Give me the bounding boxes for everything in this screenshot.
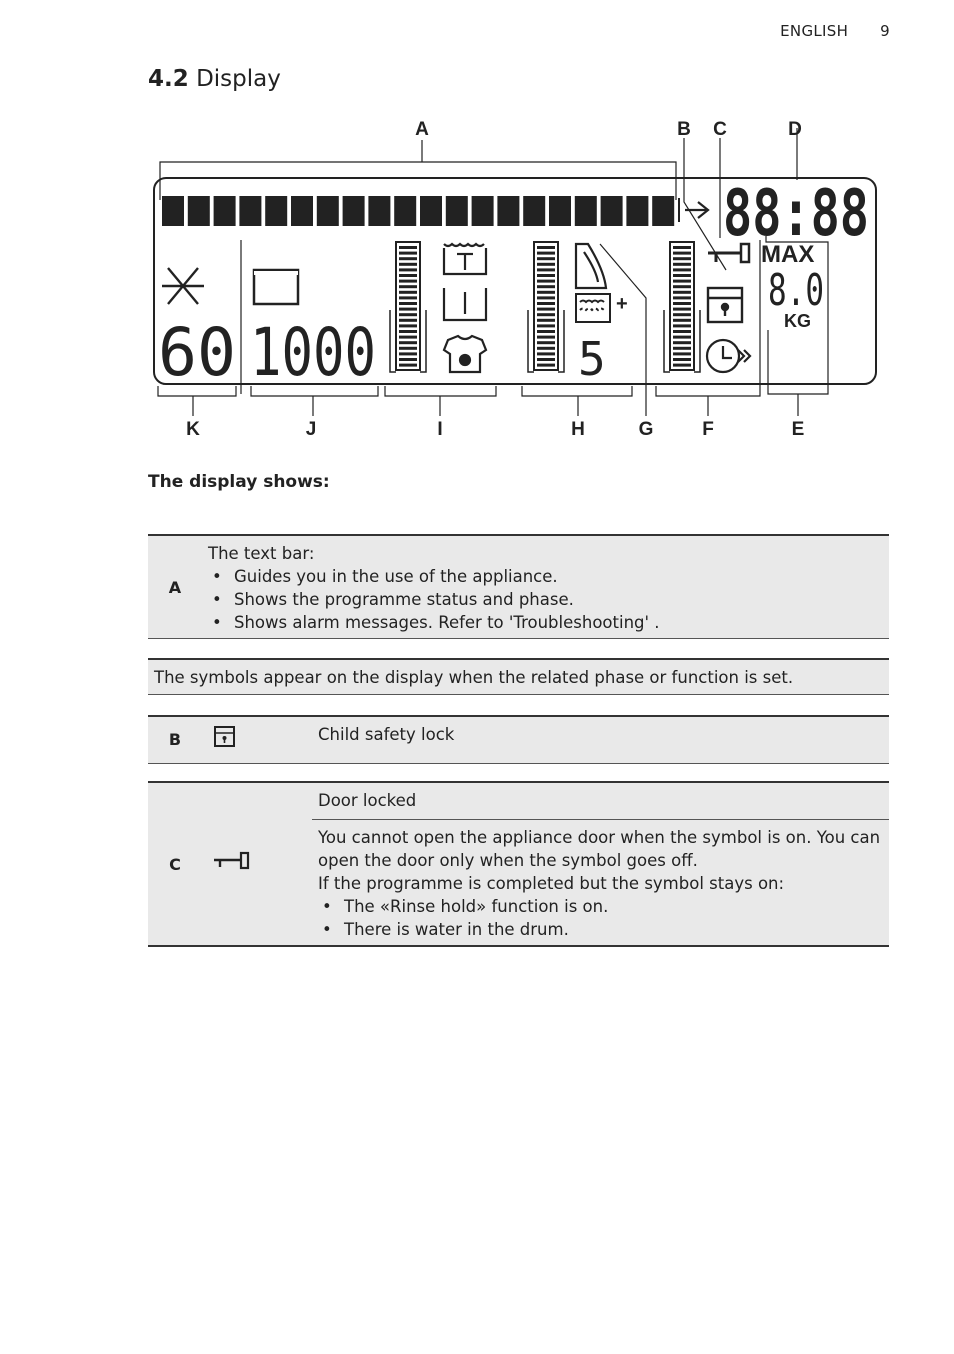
level-segment: [673, 263, 691, 266]
drum-symbol: [254, 270, 298, 304]
delay-start-icon: [707, 340, 750, 372]
prewash-icon: [444, 244, 486, 274]
level-segment: [537, 274, 555, 277]
label-c: C: [713, 119, 727, 140]
child-lock-icon: [708, 288, 742, 322]
label-e: E: [791, 419, 805, 440]
child-lock-text: Child safety lock: [318, 725, 455, 744]
level-segment: [673, 330, 691, 333]
level-segment: [673, 280, 691, 283]
text-bar-segment: [652, 196, 674, 226]
level-segment: [399, 302, 417, 305]
text-bar-segment: [523, 196, 545, 226]
table-b: [148, 715, 889, 764]
level-segment: [399, 285, 417, 288]
child-lock-cell: [202, 716, 312, 763]
level-segment: [673, 313, 691, 316]
label-j: J: [305, 419, 317, 440]
level-segment: [399, 319, 417, 322]
level-segment: [399, 341, 417, 344]
language-label: ENGLISH: [780, 22, 849, 40]
weight-readout: 8.0: [768, 265, 824, 316]
level-segment: [537, 268, 555, 271]
key-cell: [202, 782, 312, 946]
level-segment: [537, 313, 555, 316]
text-bar-segment: [497, 196, 519, 226]
max-label: MAX: [761, 241, 815, 268]
rinse-count-readout: 5: [578, 332, 606, 386]
level-segment: [537, 280, 555, 283]
level-segment: [399, 308, 417, 311]
temperature-readout: 60: [158, 314, 236, 391]
text-bar-segment: [549, 196, 571, 226]
level-segment: [673, 341, 691, 344]
level-segment: [673, 252, 691, 255]
door-locked-para2: If the programme is completed but the symbol stays on:: [318, 874, 785, 893]
text-bar-segment: [394, 196, 416, 226]
level-segment: [673, 246, 691, 249]
level-frame: [534, 242, 558, 370]
level-segment: [673, 291, 691, 294]
text-bar-intro: The text bar:: [208, 544, 315, 563]
level-segment: [399, 358, 417, 361]
key-a: A: [168, 577, 182, 597]
section-title: [148, 66, 281, 92]
text-bar-segment: [162, 196, 184, 226]
page-header: [780, 22, 890, 40]
level-segment: [537, 324, 555, 327]
level-segment: [399, 268, 417, 271]
text-bar-segment: [472, 196, 494, 226]
level-segment: [673, 296, 691, 299]
level-frame: [396, 242, 420, 370]
text-bar-segment: [343, 196, 365, 226]
text-bar-segment: [601, 196, 623, 226]
label-h: H: [571, 419, 585, 440]
level-segment: [399, 274, 417, 277]
level-segment: [537, 285, 555, 288]
page-number: 9: [880, 22, 890, 40]
table-c: [148, 781, 889, 947]
level-segment: [399, 280, 417, 283]
level-segment: [399, 252, 417, 255]
table-a: [148, 534, 889, 639]
level-segment: [399, 313, 417, 316]
level-segment: [537, 319, 555, 322]
stain-shirt-icon: [444, 336, 486, 372]
level-segment: [537, 302, 555, 305]
level-segment: [673, 274, 691, 277]
door-locked-title: Door locked: [318, 791, 417, 810]
label-a: A: [415, 119, 429, 140]
bottom-labels: [186, 419, 804, 440]
level-segment: [537, 291, 555, 294]
level-segment: [537, 252, 555, 255]
level-segment: [673, 364, 691, 367]
label-k: K: [186, 419, 200, 440]
label-d: D: [788, 119, 802, 140]
level-segment: [673, 302, 691, 305]
door-locked-description: [312, 820, 889, 947]
level-segment: [399, 263, 417, 266]
level-segment: [537, 296, 555, 299]
list-item: • Shows the programme status and phase.: [208, 588, 881, 611]
display-shows-heading: The display shows:: [148, 472, 330, 492]
rinse-plus-label: +: [616, 293, 628, 315]
child-lock-icon: [212, 724, 238, 750]
section-title-text: Display: [196, 66, 281, 92]
level-segment: [673, 336, 691, 339]
level-segment: [537, 330, 555, 333]
key-c: C: [148, 782, 202, 946]
text-bar-segment: [446, 196, 468, 226]
level-segment: [537, 336, 555, 339]
list-item: • The «Rinse hold» function is on.: [318, 895, 881, 918]
text-bar-description: [202, 535, 889, 639]
symbols-note: The symbols appear on the display when the related phase or function is set.: [154, 668, 794, 687]
label-g: G: [638, 419, 654, 440]
level-segment: [673, 285, 691, 288]
weight-unit-label: KG: [784, 311, 811, 331]
level-segment: [673, 268, 691, 271]
text-bar-bullets: [208, 565, 881, 634]
list-item: • Guides you in the use of the appliance.: [208, 565, 881, 588]
key-icon: [212, 850, 252, 872]
symbols-note-table: [148, 658, 889, 695]
key-b: B: [168, 730, 182, 750]
level-segment: [399, 364, 417, 367]
level-segment: [399, 291, 417, 294]
text-bar-segment: [239, 196, 261, 226]
spin-speed-readout: 1000: [250, 314, 376, 391]
level-segment: [537, 308, 555, 311]
text-bar-segment: [291, 196, 313, 226]
level-segment: [673, 324, 691, 327]
display-diagram: [148, 110, 888, 450]
cold-wash-icon: [162, 268, 204, 304]
main-wash-icon: [444, 288, 486, 320]
top-labels: [415, 119, 802, 140]
level-segment: [399, 347, 417, 350]
label-i: I: [437, 419, 443, 440]
level-segment: [537, 358, 555, 361]
text-bar-segment: [626, 196, 648, 226]
text-bar-segment: [317, 196, 339, 226]
text-bar-segment: [575, 196, 597, 226]
list-item: • There is water in the drum.: [318, 918, 881, 941]
level-segment: [537, 341, 555, 344]
text-bar: [162, 196, 674, 226]
door-locked-para1: You cannot open the appliance door when the symbol is on. You can open the door only when the symbol goes off.: [318, 828, 881, 870]
text-bar-segment: [188, 196, 210, 226]
level-segment: [399, 324, 417, 327]
level-segment: [537, 263, 555, 266]
level-segment: [673, 347, 691, 350]
level-segment: [399, 246, 417, 249]
text-bar-segment: [420, 196, 442, 226]
level-segment: [399, 330, 417, 333]
level-segment: [673, 257, 691, 260]
text-bar-segment: [214, 196, 236, 226]
level-frame: [670, 242, 694, 370]
level-segment: [673, 308, 691, 311]
text-bar-segment: [265, 196, 287, 226]
section-number: 4.2: [148, 66, 189, 92]
door-locked-bullets: [318, 895, 881, 941]
level-segment: [673, 319, 691, 322]
level-segment: [537, 364, 555, 367]
level-segment: [399, 352, 417, 355]
soak-icon: [576, 244, 606, 288]
text-bar-segment: [368, 196, 390, 226]
level-segment: [399, 336, 417, 339]
time-readout: 88:88: [723, 177, 869, 251]
level-segment: [537, 347, 555, 350]
level-segment: [537, 257, 555, 260]
level-segment: [673, 358, 691, 361]
level-segment: [673, 352, 691, 355]
label-b: B: [677, 119, 691, 140]
level-segment: [537, 352, 555, 355]
list-item: • Shows alarm messages. Refer to 'Troubleshooting' .: [208, 611, 881, 634]
level-segment: [399, 296, 417, 299]
level-segment: [537, 246, 555, 249]
label-f: F: [702, 419, 714, 440]
level-segment: [399, 257, 417, 260]
level-bars: [390, 242, 700, 372]
rinse-plus-icon: [576, 294, 610, 322]
